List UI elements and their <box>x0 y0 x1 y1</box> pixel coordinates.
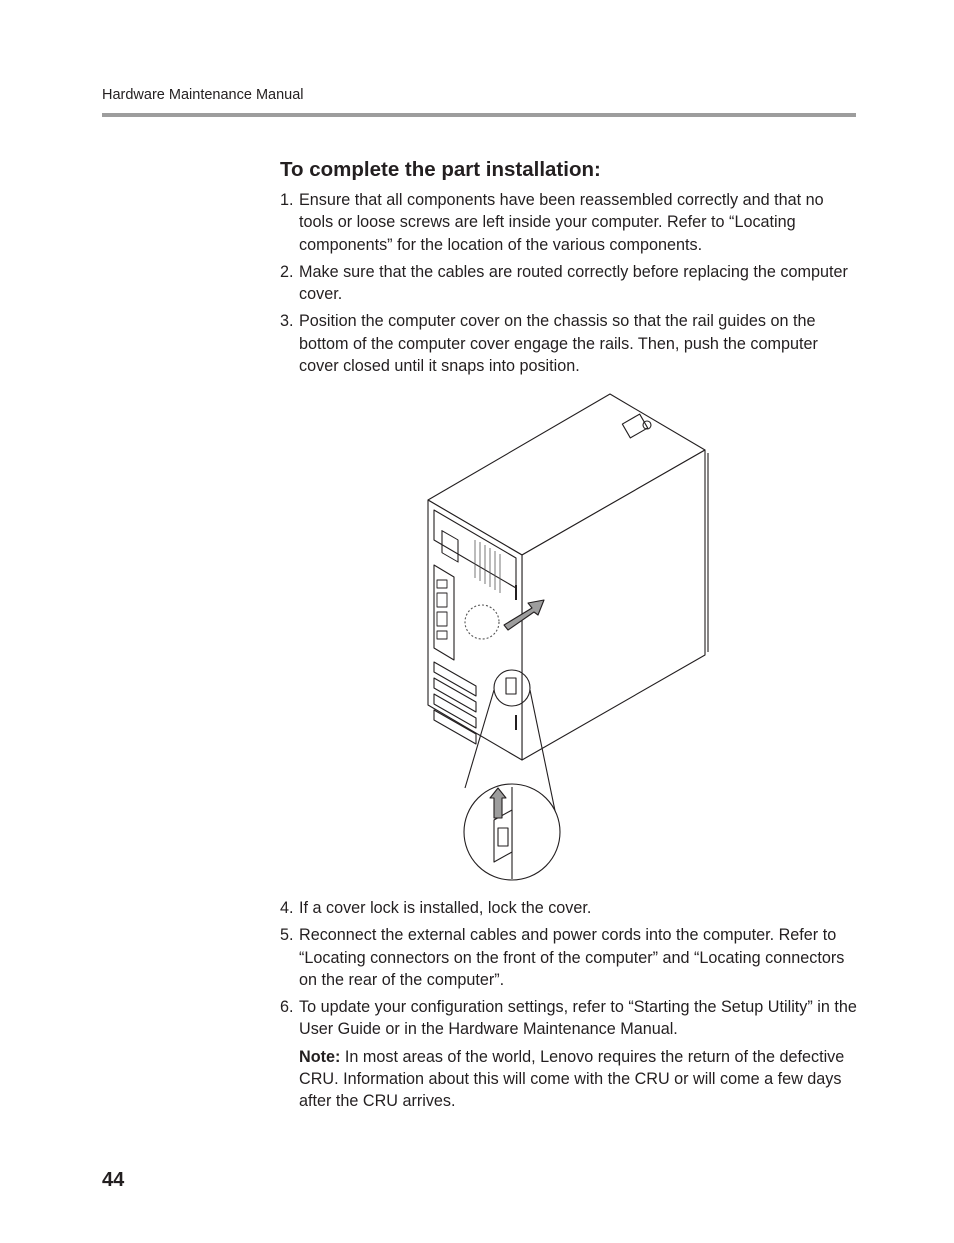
section-title: To complete the part installation: <box>280 158 601 181</box>
list-item <box>280 310 860 377</box>
step-text: Position the computer cover on the chassis so that the rail guides on the bottom of the computer cover engage the rails. Then, push the computer cover closed until it snaps into position. <box>299 312 818 376</box>
running-header: Hardware Maintenance Manual <box>102 87 304 103</box>
note-label: Note: <box>299 1047 341 1066</box>
steps-list-before-figure <box>280 189 860 382</box>
computer-cover-illustration <box>420 390 720 885</box>
list-item <box>280 996 860 1112</box>
step-text: If a cover lock is installed, lock the cover. <box>299 899 592 917</box>
step-number: 6. <box>280 998 294 1017</box>
page-number: 44 <box>102 1169 125 1191</box>
note-text: In most areas of the world, Lenovo requires the return of the defective CRU. Information about this will come with the CRU or will come a few days after the CRU arrives. <box>299 1047 845 1111</box>
step-number: 2. <box>280 262 294 281</box>
note-paragraph <box>299 1046 860 1113</box>
list-item <box>280 189 860 256</box>
step-number: 5. <box>280 926 294 945</box>
step-number: 3. <box>280 312 294 331</box>
step-text: To update your configuration settings, refer to “Starting the Setup Utility” in the User Guide or in the Hardware Maintenance Manual. <box>299 998 857 1039</box>
list-item <box>280 261 860 306</box>
list-item <box>280 897 860 919</box>
step-number: 1. <box>280 191 294 209</box>
list-item <box>280 924 860 991</box>
computer-cover-figure <box>420 390 720 885</box>
step-text: Ensure that all components have been reassembled correctly and that no tools or loose screws are left inside your computer. Refer to “Locating components” for the location of the various components. <box>299 191 824 254</box>
step-text: Make sure that the cables are routed correctly before replacing the computer cover. <box>299 262 848 304</box>
header-rule <box>102 113 856 117</box>
steps-list-after-figure <box>280 897 860 1118</box>
step-text: Reconnect the external cables and power cords into the computer. Refer to “Locating connectors on the front of the computer” and “Locating connectors on the rear of the computer”. <box>299 926 845 989</box>
step-number: 4. <box>280 899 294 917</box>
